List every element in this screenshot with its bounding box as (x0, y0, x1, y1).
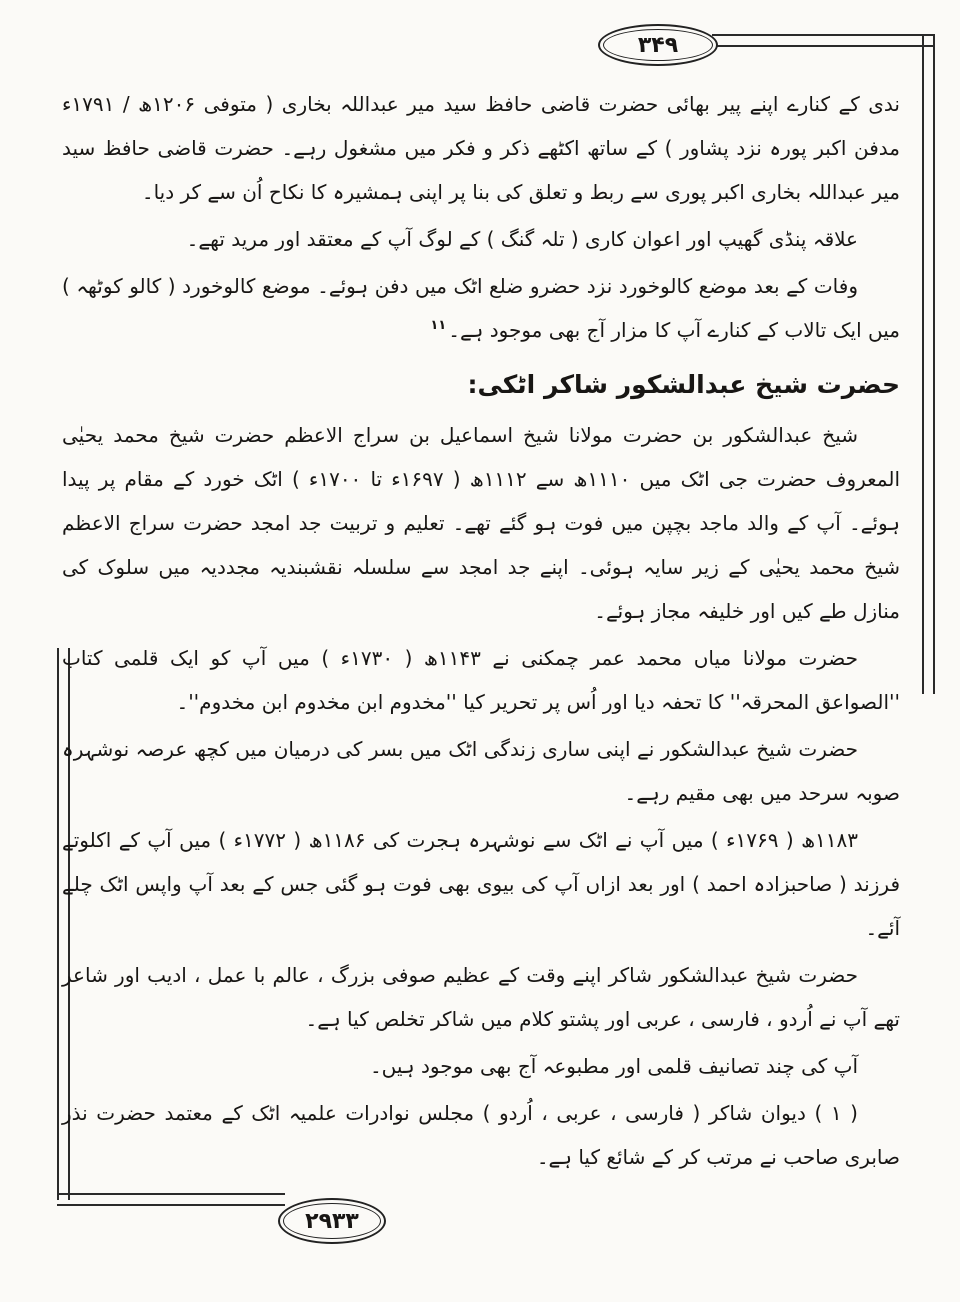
page-number-top: ۳۴۹ (637, 32, 679, 58)
text-body (62, 82, 900, 1182)
paragraph: شیخ عبدالشکور بن حضرت مولانا شیخ اسماعیل بن سراج الاعظم حضرت شیخ محمد یحیٰی المعروف حضرت جی اٹک میں ۱۱۱۰ھ سے ۱۱۱۲ھ ( ۱۶۹۷ء تا ۱۷۰۰ء ) اٹک خورد کے مقام پر پیدا ہوئے۔ آپ کے والد ماجد بچپن میں فوت ہو گئے تھے۔ تعلیم و تربیت جد امجد حضرت سراج الاعظم شیخ محمد یحیٰی کے زیر سایہ ہوئی۔ اپنے جد امجد سے سلسلہ نقشبندیہ مجددیہ میں سلوک کی منازل طے کیں اور خلیفہ مجاز ہوئے۔ (62, 423, 900, 623)
footnote-marker: ۱۱ (430, 318, 447, 334)
page-number-bottom: ۲۹۳۳ (305, 1208, 359, 1234)
paragraph: ندی کے کنارے اپنے پیر بھائی حضرت قاضی حافظ سید میر عبداللہ بخاری ( متوفی ۱۲۰۶ھ / ۱۷۹۱ء مدفن اکبر پورہ نزد پشاور ) کے ساتھ اکٹھے ذکر و فکر میں مشغول رہے۔ حضرت قاضی حافظ سید میر عبداللہ بخاری اکبر پوری سے ربط و تعلق کی بنا پر اپنی ہمشیرہ کا نکاح اُن سے کر دیا۔ (62, 92, 901, 204)
paragraph: علاقہ پنڈی گھیپ اور اعوان کاری ( تلہ گنگ ) کے لوگ آپ کے معتقد اور مرید تھے۔ (186, 227, 858, 251)
section-heading: حضرت شیخ عبدالشکور شاکر اٹکی: (467, 370, 900, 399)
paragraph: ( ۱ ) دیوان شاکر ( فارسی ، عربی ، اُردو ) مجلس نوادرات علمیہ اٹک کے معتمد حضرت نذر صابری صاحب نے مرتب کر کے شائع کیا ہے۔ (62, 1101, 900, 1169)
paragraph: ۱۱۸۳ھ ( ۱۷۶۹ء ) میں آپ نے اٹک سے نوشہرہ ہجرت کی ۱۱۸۶ھ ( ۱۷۷۲ء ) میں آپ کے اکلوتے فرزند ( صاحبزادہ احمد ) اور بعد ازاں آپ کی بیوی بھی فوت ہو گئی جس کے بعد آپ واپس اٹک چلے آئے۔ (62, 828, 900, 940)
page-number-bottom-cartouche (278, 1198, 386, 1244)
border-line-bottom (57, 1193, 285, 1206)
paragraph (62, 264, 900, 352)
border-line-right (922, 34, 935, 694)
paragraph: حضرت شیخ عبدالشکور نے اپنی ساری زندگی اٹک میں بسر کی درمیان میں کچھ عرصہ نوشہرہ صوبہ سرحد میں بھی مقیم رہے۔ (62, 737, 900, 805)
page-number-top-cartouche (598, 24, 718, 66)
paragraph: حضرت شیخ عبدالشکور شاکر اپنے وقت کے عظیم صوفی بزرگ ، عالم با عمل ، ادیب اور شاعر تھے آپ نے اُردو ، فارسی ، عربی اور پشتو کلام میں شاکر تخلص کیا ہے۔ (62, 963, 900, 1031)
paragraph: حضرت مولانا میاں محمد عمر چمکنی نے ۱۱۴۳ھ ( ۱۷۳۰ء ) میں آپ کو ایک قلمی کتاب ''الصواعق المحرقہ'' کا تحفہ دیا اور اُس پر تحریر کیا ''مخدوم ابن مخدوم ابن مخدوم''۔ (62, 646, 900, 714)
paragraph: آپ کی چند تصانیف قلمی اور مطبوعہ آج بھی موجود ہیں۔ (369, 1054, 858, 1078)
border-line-top-right (712, 34, 934, 47)
paragraph-text: وفات کے بعد موضع کالوخورد نزد حضرو ضلع اٹک میں دفن ہوئے۔ موضع کالوخورد ( کالو کوٹھہ ) میں ایک تالاب کے کنارے آپ کا مزار آج بھی موجود ہے۔ (62, 274, 900, 342)
